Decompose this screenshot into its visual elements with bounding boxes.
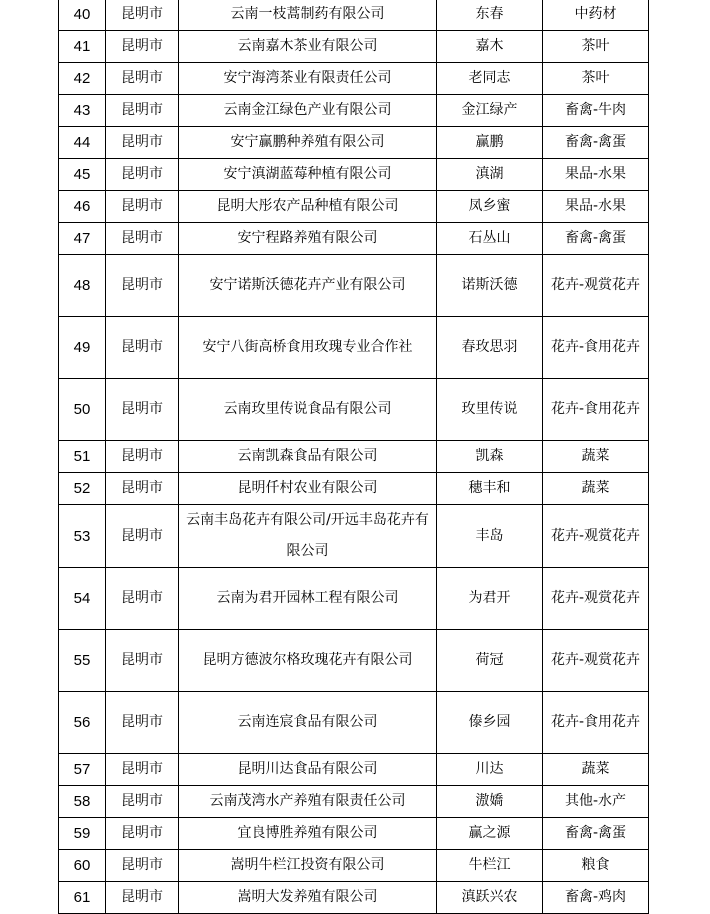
- category-cell: 果品-水果: [543, 159, 649, 191]
- city-cell: 昆明市: [106, 379, 179, 441]
- table-row: [59, 692, 649, 754]
- brand-list-table-container: [58, 0, 648, 914]
- brand-cell: 石丛山: [437, 223, 543, 255]
- city-cell: 昆明市: [106, 63, 179, 95]
- table-row: [59, 882, 649, 914]
- table-row: [59, 818, 649, 850]
- brand-cell: 春玫思羽: [437, 317, 543, 379]
- category-cell: 茶叶: [543, 31, 649, 63]
- company-cell: 云南玫里传说食品有限公司: [179, 379, 437, 441]
- city-cell: 昆明市: [106, 0, 179, 31]
- city-cell: 昆明市: [106, 692, 179, 754]
- city-cell: 昆明市: [106, 159, 179, 191]
- category-cell: 花卉-观赏花卉: [543, 630, 649, 692]
- brand-cell: 玫里传说: [437, 379, 543, 441]
- table-row: [59, 473, 649, 505]
- table-row: [59, 568, 649, 630]
- company-cell: 嵩明牛栏江投资有限公司: [179, 850, 437, 882]
- brand-cell: 凤乡蜜: [437, 191, 543, 223]
- table-row: [59, 850, 649, 882]
- row-number: 58: [59, 786, 106, 818]
- brand-cell: 滇湖: [437, 159, 543, 191]
- city-cell: 昆明市: [106, 191, 179, 223]
- company-cell: 昆明大彤农产品种植有限公司: [179, 191, 437, 223]
- table-row: [59, 379, 649, 441]
- row-number: 50: [59, 379, 106, 441]
- brand-cell: 赢鹏: [437, 127, 543, 159]
- row-number: 53: [59, 505, 106, 568]
- brand-cell: 荷冠: [437, 630, 543, 692]
- city-cell: 昆明市: [106, 223, 179, 255]
- row-number: 60: [59, 850, 106, 882]
- row-number: 57: [59, 754, 106, 786]
- row-number: 61: [59, 882, 106, 914]
- category-cell: 畜禽-禽蛋: [543, 223, 649, 255]
- brand-list-table: [58, 0, 649, 914]
- row-number: 42: [59, 63, 106, 95]
- company-cell: 云南连宸食品有限公司: [179, 692, 437, 754]
- row-number: 56: [59, 692, 106, 754]
- brand-cell: 川达: [437, 754, 543, 786]
- row-number: 41: [59, 31, 106, 63]
- company-cell: 安宁海湾茶业有限责任公司: [179, 63, 437, 95]
- brand-cell: 傣乡园: [437, 692, 543, 754]
- city-cell: 昆明市: [106, 882, 179, 914]
- brand-cell: 牛栏江: [437, 850, 543, 882]
- company-cell: 云南茂湾水产养殖有限责任公司: [179, 786, 437, 818]
- category-cell: 蔬菜: [543, 441, 649, 473]
- city-cell: 昆明市: [106, 95, 179, 127]
- category-cell: 粮食: [543, 850, 649, 882]
- company-cell: 宜良博胜养殖有限公司: [179, 818, 437, 850]
- brand-cell: 东春: [437, 0, 543, 31]
- city-cell: 昆明市: [106, 850, 179, 882]
- table-row: [59, 0, 649, 31]
- city-cell: 昆明市: [106, 754, 179, 786]
- category-cell: 蔬菜: [543, 754, 649, 786]
- table-row: [59, 31, 649, 63]
- company-cell: 云南一枝蒿制药有限公司: [179, 0, 437, 31]
- table-row: [59, 159, 649, 191]
- row-number: 43: [59, 95, 106, 127]
- row-number: 55: [59, 630, 106, 692]
- category-cell: 花卉-观赏花卉: [543, 255, 649, 317]
- company-cell: 云南金江绿色产业有限公司: [179, 95, 437, 127]
- row-number: 48: [59, 255, 106, 317]
- brand-cell: 金江绿产: [437, 95, 543, 127]
- category-cell: 花卉-食用花卉: [543, 692, 649, 754]
- table-row: [59, 255, 649, 317]
- table-row: [59, 786, 649, 818]
- brand-cell: 穗丰和: [437, 473, 543, 505]
- category-cell: 畜禽-禽蛋: [543, 127, 649, 159]
- city-cell: 昆明市: [106, 317, 179, 379]
- brand-cell: 老同志: [437, 63, 543, 95]
- row-number: 47: [59, 223, 106, 255]
- category-cell: 果品-水果: [543, 191, 649, 223]
- company-cell: 昆明川达食品有限公司: [179, 754, 437, 786]
- row-number: 45: [59, 159, 106, 191]
- row-number: 40: [59, 0, 106, 31]
- table-row: [59, 191, 649, 223]
- company-cell: 云南为君开园林工程有限公司: [179, 568, 437, 630]
- company-cell: 云南丰岛花卉有限公司/开远丰岛花卉有限公司: [179, 505, 437, 568]
- table-row: [59, 317, 649, 379]
- category-cell: 茶叶: [543, 63, 649, 95]
- category-cell: 蔬菜: [543, 473, 649, 505]
- brand-cell: 滶嬌: [437, 786, 543, 818]
- brand-cell: 滇跃兴农: [437, 882, 543, 914]
- table-row: [59, 223, 649, 255]
- company-cell: 昆明仟村农业有限公司: [179, 473, 437, 505]
- company-cell: 云南凯森食品有限公司: [179, 441, 437, 473]
- row-number: 54: [59, 568, 106, 630]
- city-cell: 昆明市: [106, 786, 179, 818]
- row-number: 46: [59, 191, 106, 223]
- city-cell: 昆明市: [106, 31, 179, 63]
- table-row: [59, 630, 649, 692]
- category-cell: 畜禽-牛肉: [543, 95, 649, 127]
- row-number: 49: [59, 317, 106, 379]
- category-cell: 花卉-观赏花卉: [543, 568, 649, 630]
- city-cell: 昆明市: [106, 255, 179, 317]
- company-cell: 云南嘉木茶业有限公司: [179, 31, 437, 63]
- company-cell: 安宁赢鹏种养殖有限公司: [179, 127, 437, 159]
- row-number: 59: [59, 818, 106, 850]
- brand-cell: 赢之源: [437, 818, 543, 850]
- category-cell: 畜禽-鸡肉: [543, 882, 649, 914]
- brand-cell: 为君开: [437, 568, 543, 630]
- table-row: [59, 95, 649, 127]
- company-cell: 昆明方德波尔格玫瑰花卉有限公司: [179, 630, 437, 692]
- brand-cell: 诺斯沃德: [437, 255, 543, 317]
- city-cell: 昆明市: [106, 505, 179, 568]
- city-cell: 昆明市: [106, 127, 179, 159]
- company-cell: 安宁八街高桥食用玫瑰专业合作社: [179, 317, 437, 379]
- category-cell: 花卉-食用花卉: [543, 317, 649, 379]
- brand-cell: 丰岛: [437, 505, 543, 568]
- brand-cell: 凯森: [437, 441, 543, 473]
- row-number: 44: [59, 127, 106, 159]
- table-row: [59, 505, 649, 568]
- company-cell: 安宁诺斯沃德花卉产业有限公司: [179, 255, 437, 317]
- city-cell: 昆明市: [106, 630, 179, 692]
- category-cell: 花卉-食用花卉: [543, 379, 649, 441]
- table-row: [59, 127, 649, 159]
- brand-cell: 嘉木: [437, 31, 543, 63]
- category-cell: 花卉-观赏花卉: [543, 505, 649, 568]
- city-cell: 昆明市: [106, 473, 179, 505]
- table-row: [59, 441, 649, 473]
- row-number: 52: [59, 473, 106, 505]
- company-cell: 安宁程路养殖有限公司: [179, 223, 437, 255]
- table-row: [59, 63, 649, 95]
- city-cell: 昆明市: [106, 441, 179, 473]
- table-row: [59, 754, 649, 786]
- city-cell: 昆明市: [106, 568, 179, 630]
- row-number: 51: [59, 441, 106, 473]
- category-cell: 畜禽-禽蛋: [543, 818, 649, 850]
- category-cell: 中药材: [543, 0, 649, 31]
- company-cell: 安宁滇湖蓝莓种植有限公司: [179, 159, 437, 191]
- category-cell: 其他-水产: [543, 786, 649, 818]
- company-cell: 嵩明大发养殖有限公司: [179, 882, 437, 914]
- city-cell: 昆明市: [106, 818, 179, 850]
